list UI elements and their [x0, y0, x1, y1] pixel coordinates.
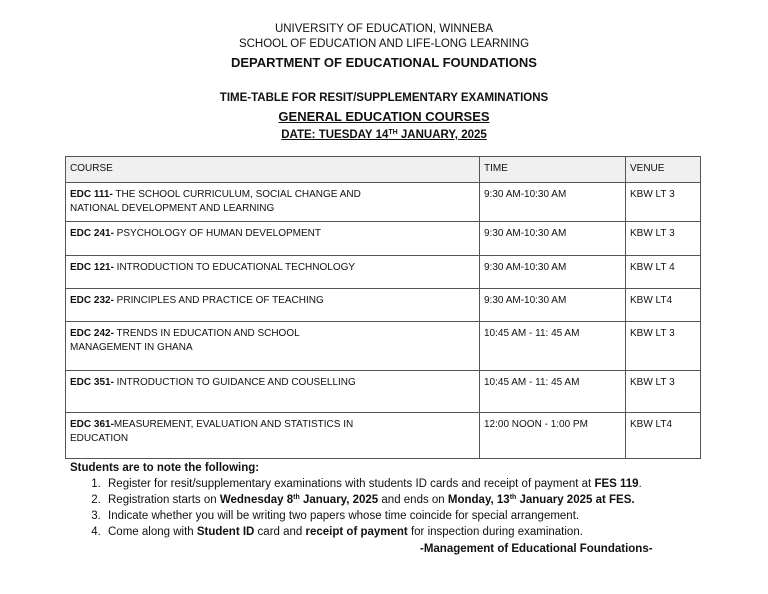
course-title-line2: EDUCATION [70, 433, 129, 444]
venue-cell: KBW LT 4 [626, 256, 701, 289]
course-code: EDC 111- [70, 189, 113, 200]
time-cell: 10:45 AM - 11: 45 AM [480, 371, 626, 413]
course-title-line2: MANAGEMENT IN GHANA [70, 342, 193, 353]
time-cell: 12:00 NOON - 1:00 PM [480, 413, 626, 459]
course-cell [66, 183, 480, 222]
list-item: 4. Come along with Student ID card and receipt of payment for inspection during examination. [104, 524, 730, 540]
course-title: MEASUREMENT, EVALUATION AND STATISTICS IN [113, 419, 354, 430]
time-cell: 10:45 AM - 11: 45 AM [480, 322, 626, 371]
venue-cell: KBW LT 3 [626, 183, 701, 222]
table-row [66, 222, 701, 256]
table-row [66, 371, 701, 413]
course-title: PSYCHOLOGY OF HUMAN DEVELOPMENT [113, 228, 321, 239]
time-cell: 9:30 AM-10:30 AM [480, 183, 626, 222]
list-item: 3. Indicate whether you will be writing two papers whose time coincide for special arrangement. [104, 508, 730, 524]
course-code: EDC 242- [70, 328, 114, 339]
time-cell: 9:30 AM-10:30 AM [480, 256, 626, 289]
department-name: DEPARTMENT OF EDUCATIONAL FOUNDATIONS [231, 55, 537, 70]
venue-cell: KBW LT 3 [626, 222, 701, 256]
table-row [66, 413, 701, 459]
venue-cell: KBW LT 3 [626, 322, 701, 371]
course-title: THE SCHOOL CURRICULUM, SOCIAL CHANGE AND [112, 189, 361, 200]
course-cell [66, 256, 480, 289]
list-item: 2. Registration starts on Wednesday 8th January, 2025 and ends on Monday, 13th January 2025 at FES. [104, 492, 730, 508]
column-header-time: TIME [480, 157, 626, 183]
course-cell [66, 322, 480, 371]
column-header-course: COURSE [66, 157, 480, 183]
course-title: PRINCIPLES AND PRACTICE OF TEACHING [113, 295, 324, 306]
course-code: EDC 361- [70, 419, 114, 430]
university-name: UNIVERSITY OF EDUCATION, WINNEBA [274, 23, 494, 35]
table-row [66, 289, 701, 322]
course-title: TRENDS IN EDUCATION AND SCHOOL [113, 328, 300, 339]
table-header-row [66, 157, 701, 183]
school-name: SCHOOL OF EDUCATION AND LIFE-LONG LEARNING [238, 38, 530, 50]
notes-list [70, 476, 730, 540]
timetable-title: TIME-TABLE FOR RESIT/SUPPLEMENTARY EXAMINATIONS [219, 92, 549, 104]
course-cell [66, 371, 480, 413]
exam-date: DATE: TUESDAY 14TH JANUARY, 2025 [281, 129, 487, 141]
time-cell: 9:30 AM-10:30 AM [480, 289, 626, 322]
timetable [65, 156, 701, 459]
venue-cell: KBW LT 3 [626, 371, 701, 413]
course-title-line2: NATIONAL DEVELOPMENT AND LEARNING [70, 203, 275, 214]
course-code: EDC 232- [70, 295, 114, 306]
column-header-venue: VENUE [626, 157, 701, 183]
course-cell [66, 222, 480, 256]
signature: -Management of Educational Foundations- [420, 543, 653, 555]
time-cell: 9:30 AM-10:30 AM [480, 222, 626, 256]
courses-title: GENERAL EDUCATION COURSES [278, 109, 490, 124]
course-code: EDC 351- [70, 377, 114, 388]
notes-section [70, 460, 730, 540]
table-row [66, 256, 701, 289]
course-code: EDC 241- [70, 228, 114, 239]
course-title: INTRODUCTION TO EDUCATIONAL TECHNOLOGY [113, 262, 356, 273]
course-title: INTRODUCTION TO GUIDANCE AND COUSELLING [113, 377, 356, 388]
course-cell [66, 289, 480, 322]
course-cell [66, 413, 480, 459]
list-item: 1. Register for resit/supplementary examinations with students ID cards and receipt of payment at FES 119. [104, 476, 730, 492]
table-row [66, 183, 701, 222]
table-row [66, 322, 701, 371]
course-code: EDC 121- [70, 262, 114, 273]
venue-cell: KBW LT4 [626, 413, 701, 459]
document-header [0, 22, 768, 143]
venue-cell: KBW LT4 [626, 289, 701, 322]
notes-title: Students are to note the following: [70, 462, 260, 474]
